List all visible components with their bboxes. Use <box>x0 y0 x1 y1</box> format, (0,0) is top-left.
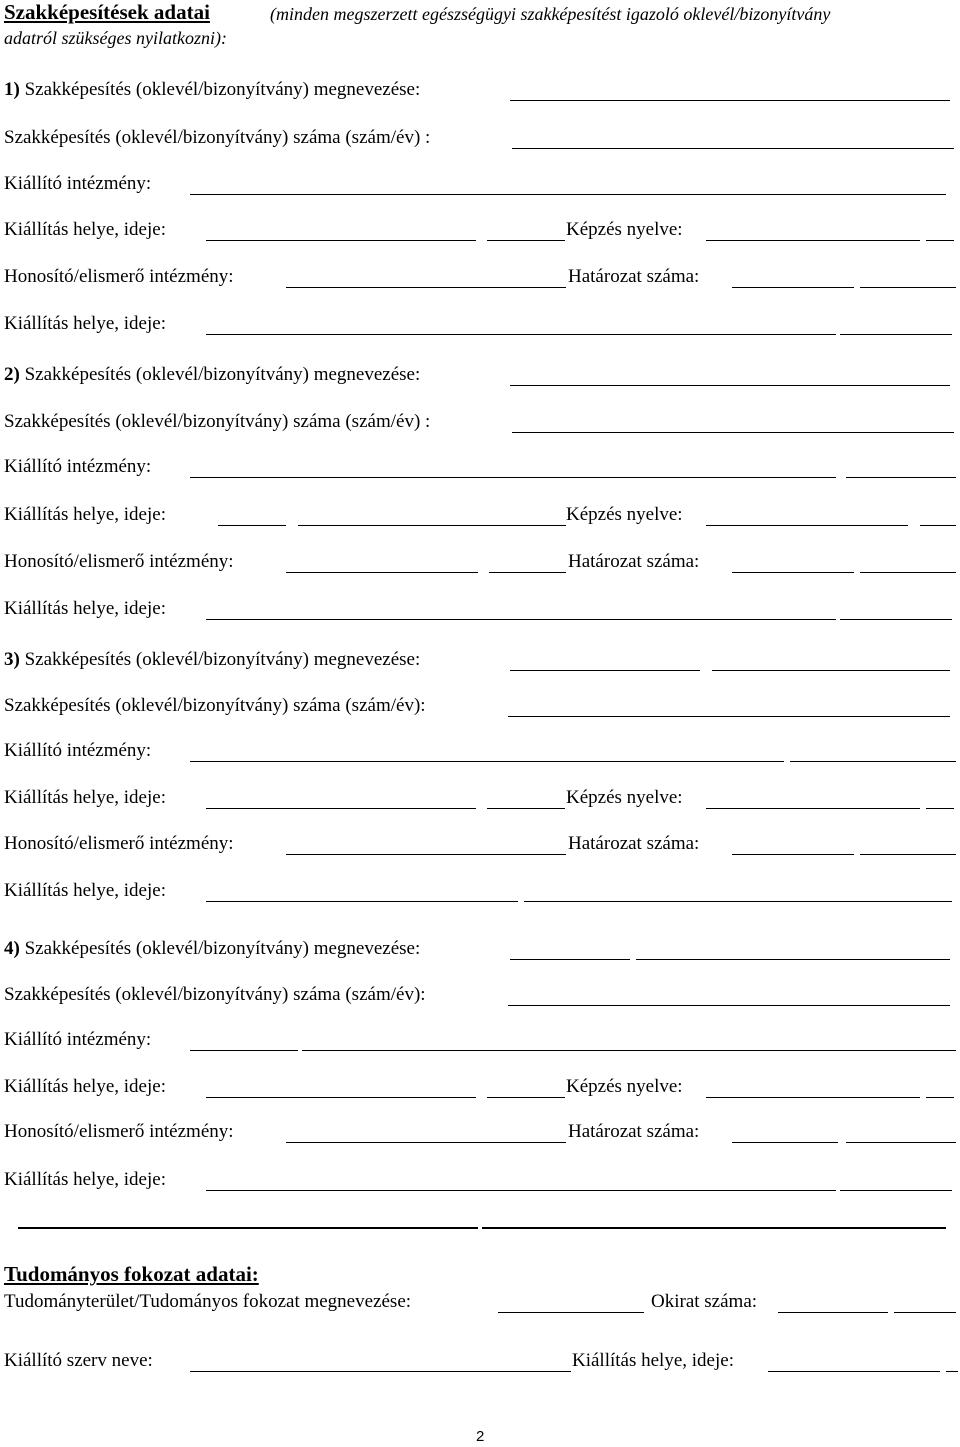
q1-accr-place-row <box>0 313 960 343</box>
separator-line-end <box>482 1227 946 1229</box>
q2-issuer-field-end[interactable] <box>846 477 956 478</box>
q4-resolution-field-end[interactable] <box>846 1142 956 1143</box>
q1-place-row <box>0 219 960 249</box>
degree-place-label: Kiállítás helye, ideje: <box>572 1350 734 1371</box>
q3-resolution-field-end[interactable] <box>860 854 956 855</box>
q2-issuer-row <box>0 456 960 486</box>
q2-name-field[interactable] <box>510 385 950 386</box>
degree-field-row <box>0 1291 960 1321</box>
section-note: (minden megszerzett egészségügyi szakképesítést igazoló oklevél/bizonyítvány <box>270 4 831 24</box>
q3-number-row <box>0 695 960 725</box>
q4-number-field[interactable] <box>508 1005 950 1006</box>
q4-place-row <box>0 1076 960 1106</box>
q3-accrediting-field[interactable] <box>286 854 566 855</box>
q4-language-field[interactable] <box>706 1097 920 1098</box>
q1-accrediting-row <box>0 266 960 296</box>
q2-language-field[interactable] <box>706 525 908 526</box>
q4-accrediting-label: Honosító/elismerő intézmény: <box>4 1121 234 1142</box>
section-note-continued: adatról szükséges nyilatkozni): <box>4 28 227 48</box>
q3-issuer-field[interactable] <box>190 761 784 762</box>
document-number-input[interactable] <box>778 1312 888 1313</box>
issuer-name-label: Kiállító szerv neve: <box>4 1350 153 1371</box>
section-title-qualifications: Szakképesítések adatai <box>4 0 210 24</box>
q3-accr-place-field[interactable] <box>206 901 518 902</box>
q2-number-label: Szakképesítés (oklevél/bizonyítvány) száma (szám/év) : <box>4 411 431 432</box>
q3-name-field-end[interactable] <box>712 670 950 671</box>
q1-accr-date-field[interactable] <box>840 334 952 335</box>
q3-resolution-label: Határozat száma: <box>568 833 700 854</box>
q3-number-field[interactable] <box>508 716 950 717</box>
q1-language-field-end[interactable] <box>926 240 954 241</box>
q3-name-label: Szakképesítés (oklevél/bizonyítvány) megnevezése: <box>24 649 421 670</box>
q2-accr-date-field[interactable] <box>840 619 952 620</box>
degree-place-input[interactable] <box>768 1371 940 1372</box>
q2-resolution-field[interactable] <box>732 572 854 573</box>
q3-date-field[interactable] <box>487 808 565 809</box>
q3-name-row <box>0 649 960 679</box>
q4-name-field-end[interactable] <box>636 959 950 960</box>
q1-number-row <box>0 127 960 157</box>
degree-field-label: Tudományterület/Tudományos fokozat megnevezése: <box>4 1291 412 1312</box>
q2-accr-place-label: Kiállítás helye, ideje: <box>4 598 166 619</box>
q1-language-field[interactable] <box>706 240 920 241</box>
q1-name-row <box>0 79 960 109</box>
q2-number-row <box>0 411 960 441</box>
separator-row <box>0 1206 960 1236</box>
q4-accr-place-label: Kiállítás helye, ideje: <box>4 1169 166 1190</box>
q3-place-row <box>0 787 960 817</box>
q2-accr-place-field[interactable] <box>206 619 836 620</box>
q2-number: 2) <box>4 364 20 385</box>
q4-number-row <box>0 984 960 1014</box>
q4-accr-place-row <box>0 1169 960 1199</box>
q1-place-field[interactable] <box>206 240 476 241</box>
q3-issuer-row <box>0 740 960 770</box>
q1-resolution-label: Határozat száma: <box>568 266 700 287</box>
q4-issuer-label: Kiállító intézmény: <box>4 1029 152 1050</box>
q1-accr-place-label: Kiállítás helye, ideje: <box>4 313 166 334</box>
q2-number-field[interactable] <box>512 432 954 433</box>
q1-name-field[interactable] <box>510 100 950 101</box>
q3-resolution-field[interactable] <box>732 854 854 855</box>
document-number-input-end[interactable] <box>894 1312 956 1313</box>
q4-number-label: Szakképesítés (oklevél/bizonyítvány) száma (szám/év): <box>4 984 426 1005</box>
q1-resolution-field-end[interactable] <box>860 287 956 288</box>
q2-date-field[interactable] <box>298 525 566 526</box>
document-number-label: Okirat száma: <box>651 1291 758 1312</box>
q3-place-field[interactable] <box>206 808 476 809</box>
q1-date-field[interactable] <box>487 240 565 241</box>
q1-issuer-row <box>0 173 960 203</box>
q2-place-field[interactable] <box>218 525 286 526</box>
q3-accrediting-label: Honosító/elismerő intézmény: <box>4 833 234 854</box>
q2-accrediting-field-end[interactable] <box>489 572 566 573</box>
q4-name-row <box>0 938 960 968</box>
q4-date-field[interactable] <box>487 1097 565 1098</box>
q3-place-label: Kiállítás helye, ideje: <box>4 787 166 808</box>
q2-language-field-end[interactable] <box>920 525 956 526</box>
degree-field-input[interactable] <box>498 1312 644 1313</box>
q2-name-label: Szakképesítés (oklevél/bizonyítvány) megnevezése: <box>24 364 421 385</box>
q4-accrediting-row <box>0 1121 960 1151</box>
q3-accrediting-row <box>0 833 960 863</box>
q1-accrediting-label: Honosító/elismerő intézmény: <box>4 266 234 287</box>
q1-resolution-field[interactable] <box>732 287 854 288</box>
q1-number-field[interactable] <box>512 148 954 149</box>
q3-language-label: Képzés nyelve: <box>566 787 683 808</box>
q1-number-label: Szakképesítés (oklevél/bizonyítvány) száma (szám/év) : <box>4 127 431 148</box>
q4-resolution-field[interactable] <box>732 1142 838 1143</box>
q2-language-label: Képzés nyelve: <box>566 504 683 525</box>
q1-number: 1) <box>4 79 20 100</box>
q3-name-field[interactable] <box>510 670 700 671</box>
q4-resolution-label: Határozat száma: <box>568 1121 700 1142</box>
q3-accr-place-label: Kiállítás helye, ideje: <box>4 880 166 901</box>
q2-resolution-field-end[interactable] <box>860 572 956 573</box>
q3-language-field-end[interactable] <box>926 808 954 809</box>
q4-language-label: Képzés nyelve: <box>566 1076 683 1097</box>
q3-language-field[interactable] <box>706 808 920 809</box>
q2-place-row <box>0 504 960 534</box>
q2-accrediting-label: Honosító/elismerő intézmény: <box>4 551 234 572</box>
q1-accrediting-field[interactable] <box>286 287 566 288</box>
q4-language-field-end[interactable] <box>926 1097 954 1098</box>
section-title-degree: Tudományos fokozat adatai: <box>4 1262 259 1286</box>
q1-issuer-label: Kiállító intézmény: <box>4 173 152 194</box>
q2-accrediting-row <box>0 551 960 581</box>
q4-accrediting-field[interactable] <box>286 1142 566 1143</box>
q1-name-label: Szakképesítés (oklevél/bizonyítvány) megnevezése: <box>24 79 421 100</box>
q3-number-label: Szakképesítés (oklevél/bizonyítvány) száma (szám/év): <box>4 695 426 716</box>
q4-place-field[interactable] <box>206 1097 476 1098</box>
q2-name-row <box>0 364 960 394</box>
separator-line <box>18 1227 478 1229</box>
q4-issuer-field-end[interactable] <box>302 1050 956 1051</box>
q2-accrediting-field[interactable] <box>286 572 478 573</box>
q3-issuer-field-end[interactable] <box>790 761 956 762</box>
q1-language-label: Képzés nyelve: <box>566 219 683 240</box>
q1-issuer-field[interactable] <box>190 194 946 195</box>
q3-accr-place-row <box>0 880 960 910</box>
q3-number: 3) <box>4 649 20 670</box>
q4-issuer-field[interactable] <box>190 1050 298 1051</box>
issuer-name-input-end[interactable] <box>414 1371 571 1372</box>
q3-accr-date-field[interactable] <box>524 901 952 902</box>
q4-issuer-row <box>0 1029 960 1059</box>
q3-issuer-label: Kiállító intézmény: <box>4 740 152 761</box>
degree-place-input-end[interactable] <box>946 1371 958 1372</box>
q2-place-label: Kiállítás helye, ideje: <box>4 504 166 525</box>
q4-place-label: Kiállítás helye, ideje: <box>4 1076 166 1097</box>
q2-resolution-label: Határozat száma: <box>568 551 700 572</box>
issuer-name-input[interactable] <box>190 1371 414 1372</box>
q4-name-label: Szakképesítés (oklevél/bizonyítvány) megnevezése: <box>24 938 421 959</box>
q1-place-label: Kiállítás helye, ideje: <box>4 219 166 240</box>
q2-accr-place-row <box>0 598 960 628</box>
q4-name-field[interactable] <box>510 959 630 960</box>
page-number: 2 <box>476 1428 485 1445</box>
degree-issuer-row <box>0 1350 960 1380</box>
q4-accr-date-field[interactable] <box>840 1190 952 1191</box>
q4-accr-place-field[interactable] <box>206 1190 836 1191</box>
q2-issuer-label: Kiállító intézmény: <box>4 456 152 477</box>
q4-number: 4) <box>4 938 20 959</box>
q1-accr-place-field[interactable] <box>206 334 836 335</box>
q2-issuer-field[interactable] <box>190 477 836 478</box>
